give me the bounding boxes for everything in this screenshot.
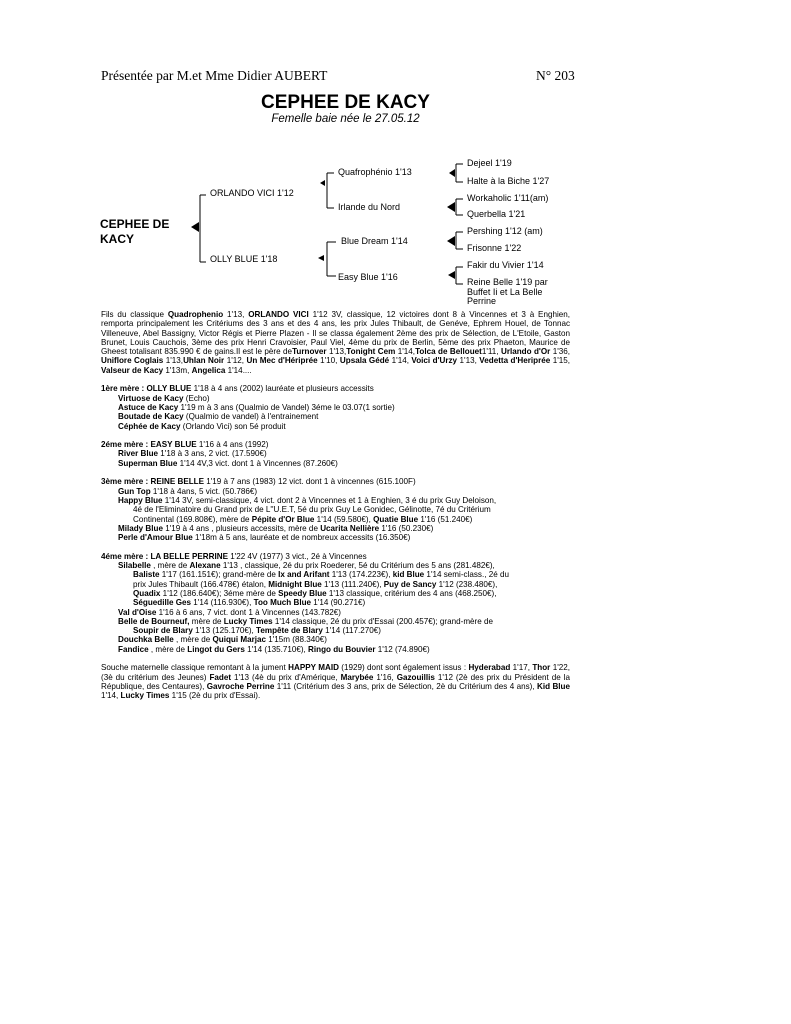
bold-name: Astuce de Kacy [118, 402, 179, 412]
bold-name: ORLANDO VICI [248, 310, 309, 319]
bold-name: Ix and Arifant [278, 570, 330, 580]
bold-name: Upsala Gédé [339, 356, 390, 366]
produce-line: Soupir de Blary 1'13 (125.170€), Tempête de Blary 1'14 (117.270€) [133, 626, 382, 636]
dam-heading: 3ème mère : REINE BELLE 1'19 à 7 ans (1983) 12 vict. dont 1 à vincennes (615.100F) [101, 477, 416, 487]
dam-block [101, 552, 570, 654]
bold-name: Valseur de Kacy [101, 365, 164, 375]
bold-name: 4éme mère : LA BELLE PERRINE [101, 551, 228, 561]
produce-line: Milady Blue 1'19 à 4 ans , plusieurs accessits, mère de Ucarita Nellière 1'16 (50.230€) [118, 523, 434, 533]
bold-name: Vedetta d'Heriprée [479, 356, 551, 366]
produce-line: 4é de l'Eliminatoire du Grand prix de L''U.E.T, 5é du prix Guy Le Gonidec, Gélinotte, 7é du Critérium [133, 505, 491, 515]
maternal-grandsire: Blue Dream 1'14 [341, 236, 408, 246]
produce-line: Happy Blue 1'14 3V, semi-classique, 4 vict. dont 2 à Vincennes et 1 à Enghien, 3 é du prix Guy Deloison, [118, 495, 497, 505]
produce-line: Séguedille Ges 1'14 (116.930€), Too Much Blue 1'14 (90.271€) [133, 598, 366, 608]
bold-name: Tempête de Blary [256, 626, 323, 636]
bold-name: Pépite d'Or Blue [251, 514, 315, 524]
bold-name: River Blue [118, 449, 159, 459]
produce-line: Belle de Bourneuf, mère de Lucky Times 1'14 classique, 2é du prix d'Essai (200.457€); grand-mère de [118, 616, 494, 626]
bold-name: Séguedille Ges [133, 598, 192, 608]
gen4-ancestor: Workaholic 1'11(am) [467, 193, 549, 203]
dam-heading: 1ère mère : OLLY BLUE 1'18 à 4 ans (2002) lauréate et plusieurs accessits [101, 384, 374, 394]
bold-name: Quiqui Marjac [212, 635, 266, 645]
gen4-ancestor: Halte à la Biche 1'27 [467, 176, 550, 186]
bold-name: Tonight Cem [346, 347, 396, 357]
bold-name: Uniflore Coglais [101, 356, 164, 366]
bold-name: Ucarita Nellière [320, 523, 380, 533]
bold-name: Tolca de Bellouet [415, 347, 482, 357]
bold-name: kid Blue [392, 570, 425, 580]
bold-name: Ringo du Bouvier [308, 644, 376, 654]
sire-paragraph: Fils du classique Quadrophenio 1'13, ORLANDO VICI 1'12 3V, classique, 12 victoires dont 8 à Vincennes et 3 à Enghien, remporta principalement les Critériums des 3 ans et des 4 ans, les prix Jules Thibault, de Genéve, Ephrem Houel, de Tonnac Villeneuve, Abel Bassigny, Victor Régis et Pierre Plazen - Il se classa également 2ème des prix de Sélection, de L'Etoile, Gaston Brunet, Louis Cauchois, 3ème des prix Henri Cravoisier, Paul Viel, 4ème du prix de Berlin, 5ème des prix Phaeton, Maurice de Gheest totalisant 835.990 € de gains.Il est le père deTurnover 1'13,Tonight Cem 1'14,Tolca de Bellouet1'11, Urlando d'Or 1'36, Uniflore Coglais 1'13,Uhlan Noir 1'12, Un Mec d'Hériprée 1'10, Upsala Gédé 1'14, Voici d'Urzy 1'13, Vedetta d'Heriprée 1'15, Valseur de Kacy 1'13m, Angelica 1'14.... [101, 310, 571, 375]
gen4-ancestor: Querbella 1'21 [467, 209, 526, 219]
catalogue-text [101, 310, 570, 710]
bold-name: Speedy Blue [278, 588, 327, 598]
bold-name: Kid Blue [537, 681, 570, 691]
bold-name: Quadrophenio [167, 310, 224, 319]
maternal-family [101, 384, 570, 654]
bold-name: Céphée de Kacy [118, 421, 181, 431]
dam-block [101, 477, 570, 542]
produce-line: Val d'Oise 1'16 à 6 ans, 7 vict. dont 1 à Vincennes (143.782€) [118, 607, 341, 617]
bold-name: Alexane [189, 561, 221, 571]
gen4-ancestor: Dejeel 1'19 [467, 158, 512, 168]
bold-name: Lucky Times [223, 616, 273, 626]
bold-name: HAPPY MAID [288, 663, 339, 673]
family-paragraph: Souche maternelle classique remontant à la jument HAPPY MAID (1929) dont sont également issus : Hyderabad 1'17, Thor 1'22, (3è du critérium des Jeunes) Fadet 1'13 (4è du prix d'Amérique, Marybée 1'16, Gazouillis 1'12 (2è des prix du Président de la République, des Centaures), Gavroche Perrine 1'11 (Critérium des 3 ans, prix de Sélection, 2è du Critérium des 4 ans), Kid Blue 1'14, Lucky Times 1'15 (2è du prix d'Essai). [101, 663, 571, 701]
presenter-line: Présentée par M.et Mme Didier AUBERT [101, 68, 328, 83]
bold-name: Midnight Blue [268, 579, 322, 589]
page-title: CEPHEE DE KACY [261, 92, 430, 113]
dam-name: OLLY BLUE 1'18 [210, 254, 278, 264]
bold-name: Gun Top [118, 486, 151, 496]
bold-name: Hyderabad [468, 663, 511, 673]
produce-line: Perle d'Amour Blue 1'18m à 5 ans, lauréate et de nombreux accessits (16.350€) [118, 533, 411, 543]
produce-line: Silabelle , mère de Alexane 1'13 , classique, 2é du prix Roederer, 5é du Critérium des 5 ans (281.482€), [118, 561, 495, 571]
gen4-ancestor: Reine Belle 1'19 par Buffet Ii et La Belle Perrine [467, 277, 548, 306]
paternal-granddam: Irlande du Nord [338, 202, 401, 212]
produce-line: Baliste 1'17 (161.151€); grand-mère de Ix and Arifant 1'13 (174.223€), kid Blue 1'14 semi-class., 2é du [133, 570, 509, 580]
page-subtitle: Femelle baie née le 27.05.12 [271, 113, 420, 125]
bold-name: Virtuose de Kacy [118, 393, 184, 403]
bold-name: Too Much Blue [253, 598, 312, 608]
produce-line: Boutade de Kacy (Qualmio de vandel) à l'entrainement [118, 412, 319, 422]
bold-name: Angelica [191, 365, 226, 375]
produce-line: Céphée de Kacy (Orlando Vici) son 5é produit [118, 421, 286, 431]
lot-number: N° 203 [536, 68, 575, 83]
bold-name: Milady Blue [118, 523, 163, 533]
dam-heading: 4éme mère : LA BELLE PERRINE 1'22 4V (1977) 3 vict., 2é à Vincennes [101, 551, 367, 561]
bold-name: Superman Blue [118, 458, 178, 468]
produce-line: Astuce de Kacy 1'19 m à 3 ans (Qualmio de Vandel) 3éme le 03.07(1 sortie) [118, 402, 395, 412]
gen4-ancestor: Frisonne 1'22 [467, 243, 522, 253]
bold-name: Thor [532, 663, 551, 673]
bold-name: Lingot du Gers [187, 644, 245, 654]
maternal-granddam: Easy Blue 1'16 [338, 272, 398, 282]
bold-name: Boutade de Kacy [118, 412, 184, 422]
bold-name: Quadix [133, 588, 161, 598]
produce-line: Douchka Belle , mère de Quiqui Marjac 1'15m (88.340€) [118, 635, 327, 645]
produce-line: River Blue 1'18 à 3 ans, 2 vict. (17.590€) [118, 449, 267, 459]
dam-block [101, 440, 570, 468]
bold-name: 1ère mère : OLLY BLUE [101, 384, 192, 394]
bold-name: Puy de Sancy [383, 579, 437, 589]
produce-line: Superman Blue 1'14 4V,3 vict. dont 1 à Vincennes (87.260€) [118, 458, 338, 468]
bold-name: Belle de Bourneuf, [118, 616, 190, 626]
produce-line: Quadix 1'12 (186.640€); 3éme mère de Speedy Blue 1'13 classique, critérium des 4 ans (468.250€), [133, 588, 497, 598]
gen4-ancestor: Fakir du Vivier 1'14 [467, 260, 544, 270]
bold-name: Gavroche Perrine [206, 681, 275, 691]
gen4-ancestor: Pershing 1'12 (am) [467, 226, 543, 236]
bold-name: 3ème mère : REINE BELLE [101, 477, 205, 487]
bold-name: 2éme mère : EASY BLUE [101, 440, 197, 450]
bold-name: Uhlan Noir [183, 356, 225, 366]
bold-name: Val d'Oise [118, 607, 157, 617]
bold-name: Baliste [133, 570, 160, 580]
horse-name: CEPHEE DE KACY [100, 217, 170, 246]
bold-name: Happy Blue [118, 495, 163, 505]
bold-name: Marybée [340, 672, 374, 682]
sire-name: ORLANDO VICI 1'12 [210, 188, 294, 198]
dam-block [101, 384, 570, 430]
bold-name: Gazouillis [396, 672, 435, 682]
bold-name: Turnover [292, 347, 327, 357]
produce-line: prix Jules Thibault (166.478€) étalon, Midnight Blue 1'13 (111.240€), Puy de Sancy 1'12 (238.480€), [133, 579, 498, 589]
bold-name: Un Mec d'Hériprée [246, 356, 318, 366]
bold-name: Fadet [209, 672, 232, 682]
bold-name: Urlando d'Or [500, 347, 551, 357]
bold-name: Douchka Belle [118, 635, 174, 645]
bold-name: Quatie Blue [373, 514, 419, 524]
produce-line: Virtuose de Kacy (Echo) [118, 393, 210, 403]
bold-name: Lucky Times [120, 691, 170, 701]
bold-name: Fandice [118, 644, 149, 654]
bold-name: Voici d'Urzy [411, 356, 458, 366]
produce-line: Fandice , mère de Lingot du Gers 1'14 (135.710€), Ringo du Bouvier 1'12 (74.890€) [118, 644, 430, 654]
bold-name: Perle d'Amour Blue [118, 533, 193, 543]
bold-name: Silabelle [118, 561, 151, 571]
dam-heading: 2éme mère : EASY BLUE 1'16 à 4 ans (1992) [101, 440, 269, 450]
produce-line: Gun Top 1'18 à 4ans, 5 vict. (50.786€) [118, 486, 258, 496]
bold-name: Soupir de Blary [133, 626, 193, 636]
paternal-grandsire: Quafrophénio 1'13 [338, 167, 412, 177]
produce-line: Continental (169.808€), mère de Pépite d'Or Blue 1'14 (59.580€), Quatie Blue 1'16 (51.240€) [133, 514, 473, 524]
